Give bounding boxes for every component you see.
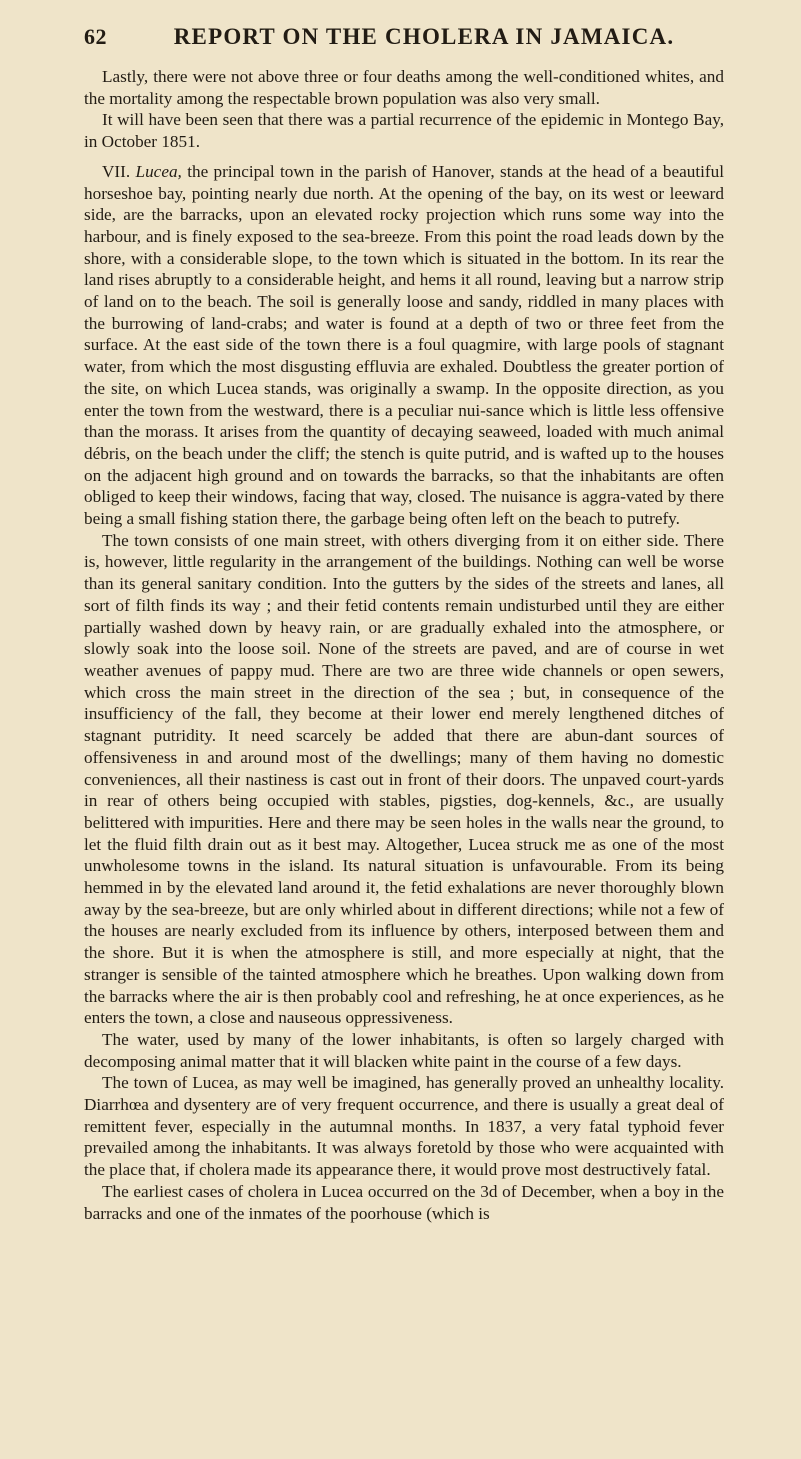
place-name: Lucea, bbox=[135, 161, 182, 181]
paragraph-text: Lastly, there were not above three or four deaths among the well-conditioned whites, and the mortality among the respectable brown population was also very small. bbox=[84, 67, 724, 108]
paragraph-text: The town consists of one main street, with others diverging from it on either side. There is, however, little regularity in the arrangement of the buildings. Nothing can well be worse than its general sanitary condition. Into the gutters by the sides of the streets and lanes, all sort of filth finds its way ; and their fetid contents remain undisturbed until they are either partially washed down by heavy rain, or are gradually exhaled into the atmosphere, or slowly soak into the loose soil. None of the streets are paved, and are of course in wet weather avenues of pappy mud. There are two are three wide channels or open sewers, which cross the main street in the direction of the sea ; but, in consequence of the insufficiency of the fall, they become at their lower end merely lengthened ditches of stagnant putridity. It need scarcely be added that there are abun-dant sources of offensiveness in and around most of the dwellings; many of them having no domestic conveniences, all their nastiness is cast out in front of their doors. The unpaved court-yards in rear of others being occupied with stables, pigsties, dog-kennels, &c., are usually belittered with impurities. Here and there may be seen holes in the walls near the ground, to let the fluid filth drain out as it best may. Altogether, Lucea struck me as one of the most unwholesome towns in the island. Its natural situation is unfavourable. From its being hemmed in by the elevated land around it, the fetid exhalations are never thoroughly blown away by the sea-breeze, but are only whirled about in different directions; while not a few of the houses are nearly excluded from its influence by others, interposed between them and the shore. But it is when the atmosphere is still, and more especially at night, that the stranger is sensible of the tainted atmosphere which he breathes. Upon walking down from the barracks where the air is then probably cool and refreshing, he at once experiences, as he enters the town, a close and nauseous oppressiveness. bbox=[84, 530, 724, 1028]
paragraph bbox=[84, 530, 724, 1029]
section-number: VII. bbox=[102, 161, 131, 181]
paragraph-text: The water, used by many of the lower inhabitants, is often so largely charged with decomposing animal matter that it will blacken white paint in the course of a few days. bbox=[84, 1029, 724, 1071]
paragraph bbox=[84, 1029, 724, 1072]
page-header bbox=[84, 24, 724, 54]
section-paragraph bbox=[84, 161, 724, 530]
body-text bbox=[84, 66, 724, 1224]
paragraph bbox=[84, 109, 724, 152]
paragraph bbox=[84, 1072, 724, 1181]
running-head: REPORT ON THE CHOLERA IN JAMAICA. bbox=[173, 24, 675, 49]
paragraph bbox=[84, 1181, 724, 1224]
paragraph-text: It will have been seen that there was a partial recurrence of the epidemic in Montego Bay, in October 1851. bbox=[84, 110, 724, 152]
paragraph bbox=[84, 66, 724, 109]
paragraph-text: The earliest cases of cholera in Lucea occurred on the 3d of December, when a boy in the barracks and one of the inmates of the poorhouse (which is bbox=[84, 1181, 724, 1223]
paragraph-text: the principal town in the parish of Hanover, stands at the head of a beautiful horseshoe bay, pointing nearly due north. At the opening of the bay, on its west or leeward side, are the barracks, upon an elevated rocky projection which runs some way into the harbour, and is finely exposed to the sea-breeze. From this point the road leads down by the shore, with a considerable slope, to the town which is situated in the bottom. In its rear the land rises abruptly to a considerable height, and hems it all round, leaving but a narrow strip of land on to the beach. The soil is generally loose and sandy, riddled in many places with the burrowing of land-crabs; and water is found at a depth of two or three feet from the surface. At the east side of the town there is a foul quagmire, with large pools of stagnant water, from which the most disgusting effluvia are exhaled. Doubtless the greater portion of the site, on which Lucea stands, was originally a swamp. In the opposite direction, as you enter the town from the westward, there is a peculiar nui-sance which is little less offensive than the morass. It arises from the quantity of decaying seaweed, loaded with much animal débris, on the beach under the cliff; the stench is quite putrid, and is wafted up to the houses on the adjacent high ground and on towards the barracks, so that the inhabitants are often obliged to keep their windows, facing that way, closed. The nuisance is aggra-vated by there being a small fishing station there, the garbage being often left on the beach to putrefy. bbox=[84, 161, 724, 529]
page-number: 62 bbox=[84, 24, 107, 49]
paragraph-text: The town of Lucea, as may well be imagined, has generally proved an unhealthy locality. Diarrhœa and dysentery are of very frequent occurrence, and there is usually a great deal of remittent fever, especially in the autumnal months. In 1837, a very fatal typhoid fever prevailed among the inhabitants. It was always foretold by those who were acquainted with the place that, if cholera made its appearance there, it would prove most destructively fatal. bbox=[84, 1073, 724, 1180]
